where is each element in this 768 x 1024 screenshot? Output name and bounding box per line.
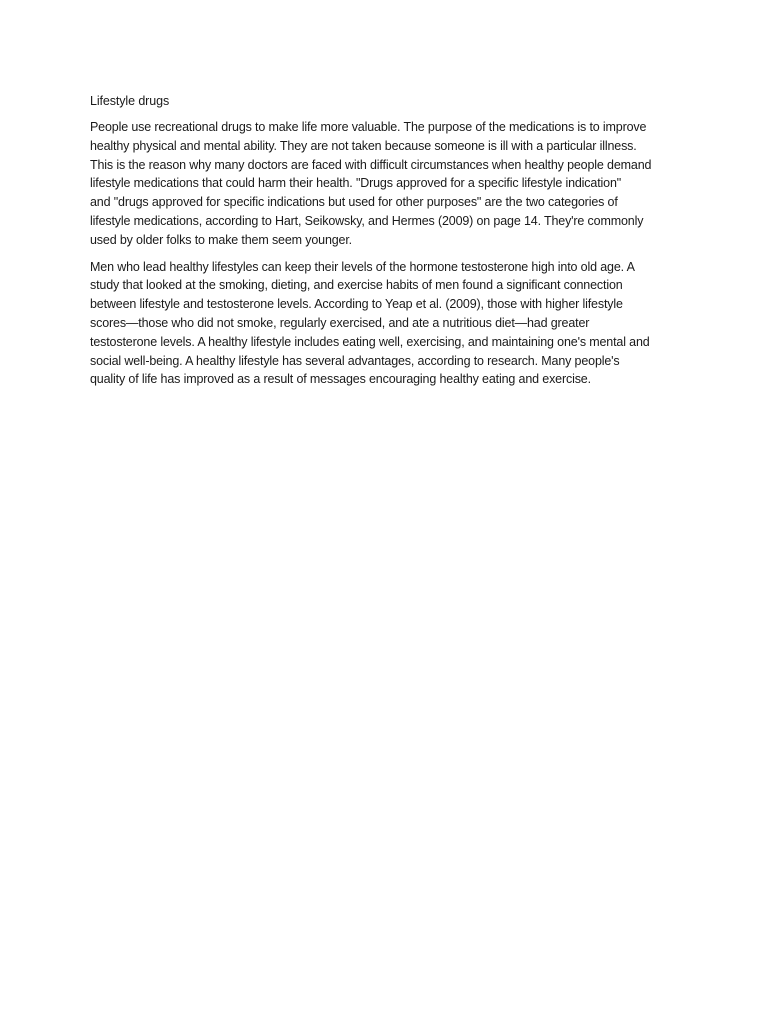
text-line: study that looked at the smoking, dieting, and exercise habits of men found a significant connection [90, 278, 623, 293]
paragraph-2 [90, 258, 686, 390]
text-line: quality of life has improved as a result of messages encouraging healthy eating and exercise. [90, 372, 591, 387]
document-title: Lifestyle drugs [90, 94, 170, 108]
text-line: healthy physical and mental ability. They are not taken because someone is ill with a particular illness. [90, 138, 637, 153]
paragraph-1 [90, 118, 686, 250]
document-body [90, 92, 686, 397]
text-line: This is the reason why many doctors are faced with difficult circumstances when healthy people demand [90, 157, 652, 172]
text-line: lifestyle medications that could harm their health. "Drugs approved for a specific lifestyle indication" [90, 176, 622, 191]
text-line: scores—those who did not smoke, regularly exercised, and ate a nutritious diet—had greater [90, 315, 590, 330]
text-line: Men who lead healthy lifestyles can keep their levels of the hormone testosterone high into old age. A [90, 259, 635, 274]
text-line: lifestyle medications, according to Hart, Seikowsky, and Hermes (2009) on page 14. They're commonly [90, 213, 644, 228]
text-line: People use recreational drugs to make life more valuable. The purpose of the medications is to improve [90, 120, 647, 134]
text-line: testosterone levels. A healthy lifestyle includes eating well, exercising, and maintaining one's mental and [90, 334, 650, 349]
text-line: between lifestyle and testosterone levels. According to Yeap et al. (2009), those with higher lifestyle [90, 297, 623, 312]
text-line: and "drugs approved for specific indications but used for other purposes" are the two categories of [90, 195, 618, 210]
text-line: used by older folks to make them seem younger. [90, 232, 352, 247]
text-line: social well-being. A healthy lifestyle has several advantages, according to research. Many people's [90, 353, 620, 368]
